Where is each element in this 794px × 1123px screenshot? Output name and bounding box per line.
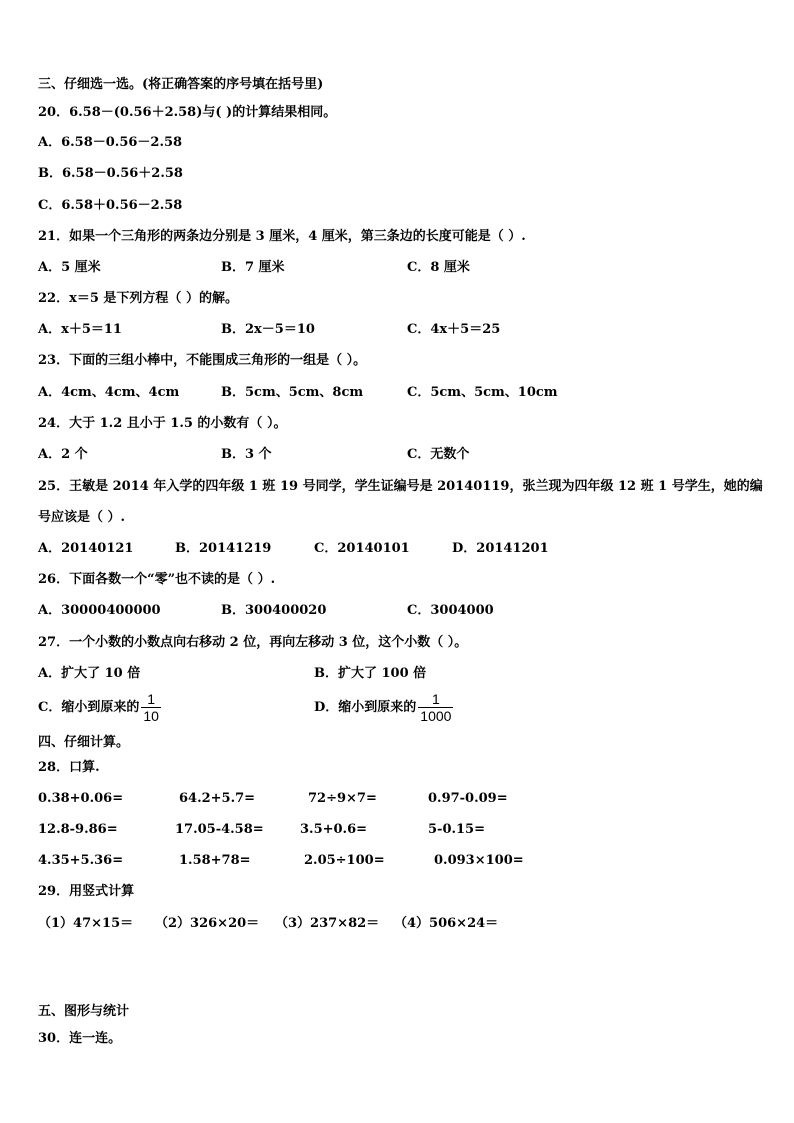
mental-calc-item: 1.58+78= bbox=[179, 853, 251, 868]
fraction-numerator: 1 bbox=[141, 691, 161, 708]
q27-option-d-fraction bbox=[418, 691, 453, 724]
q26-option-a: A．30000400000 bbox=[38, 603, 161, 618]
mental-calc-item: 72÷9×7= bbox=[308, 791, 377, 806]
q23-option-a: A．4cm、4cm、4cm bbox=[38, 385, 180, 400]
q26-option-c: C．3004000 bbox=[407, 603, 494, 618]
mental-calc-item: 0.38+0.06= bbox=[38, 791, 124, 806]
question-23-stem: 23．下面的三组小棒中，不能围成三角形的一组是（ ）。 bbox=[38, 353, 367, 368]
q27-option-c bbox=[38, 690, 161, 726]
q27-option-a: A．扩大了 10 倍 bbox=[38, 666, 141, 681]
question-28-stem: 28．口算. bbox=[38, 760, 100, 775]
mental-calc-item: 64.2+5.7= bbox=[179, 791, 256, 806]
q23-option-b: B．5cm、5cm、8cm bbox=[221, 385, 364, 400]
q27-option-d bbox=[314, 690, 453, 726]
fraction-denominator: 10 bbox=[143, 708, 159, 724]
q22-option-c: C．4x＋5＝25 bbox=[407, 322, 501, 337]
fraction-numerator: 1 bbox=[418, 691, 453, 708]
mental-calc-item: 4.35+5.36= bbox=[38, 853, 124, 868]
mental-calc-item: 3.5+0.6= bbox=[300, 822, 368, 837]
question-26-stem: 26．下面各数一个“零”也不读的是（ ）. bbox=[38, 572, 276, 587]
q27-option-c-fraction bbox=[141, 691, 161, 724]
mental-calc-item: 2.05÷100= bbox=[304, 853, 385, 868]
mental-calc-item: 5-0.15= bbox=[428, 822, 485, 837]
q20-option-a: A．6.58－0.56－2.58 bbox=[38, 135, 183, 150]
q25-option-d: D．20141201 bbox=[452, 541, 549, 556]
q27-option-c-prefix: C．缩小到原来的 bbox=[38, 700, 140, 715]
q21-option-c: C．8 厘米 bbox=[407, 260, 470, 275]
q25-option-c: C．20140101 bbox=[314, 541, 410, 556]
question-21-stem: 21．如果一个三角形的两条边分别是 3 厘米，4 厘米，第三条边的长度可能是（ ）. bbox=[38, 229, 526, 244]
q20-option-c: C．6.58＋0.56－2.58 bbox=[38, 198, 183, 213]
question-22-stem: 22．x＝5 是下列方程（ ）的解。 bbox=[38, 291, 238, 306]
question-20-stem: 20．6.58－(0.56＋2.58)与( )的计算结果相同。 bbox=[38, 105, 337, 120]
q24-option-c: C．无数个 bbox=[407, 447, 470, 462]
q22-option-b: B．2x－5＝10 bbox=[221, 322, 315, 337]
question-25-stem-line-2: 号应该是（ ）. bbox=[38, 510, 126, 525]
question-25-stem-line-1: 25．王敏是 2014 年入学的四年级 1 班 19 号同学，学生证编号是 20140119，张兰现为四年级 12 班 1 号学生，她的编 bbox=[38, 479, 763, 494]
mental-calc-item: 17.05-4.58= bbox=[175, 822, 264, 837]
q27-option-b: B．扩大了 100 倍 bbox=[314, 666, 427, 681]
q24-option-a: A．2 个 bbox=[38, 447, 88, 462]
q25-option-a: A．20140121 bbox=[38, 541, 134, 556]
q21-option-b: B．7 厘米 bbox=[221, 260, 285, 275]
q25-option-b: B．20141219 bbox=[175, 541, 272, 556]
question-29-stem: 29．用竖式计算 bbox=[38, 884, 135, 899]
question-24-stem: 24．大于 1.2 且小于 1.5 的小数有（ ）。 bbox=[38, 416, 287, 431]
vertical-calc-item: （4）506×24＝ bbox=[394, 916, 499, 931]
q23-option-c: C．5cm、5cm、10cm bbox=[407, 385, 558, 400]
question-27-stem: 27．一个小数的小数点向右移动 2 位，再向左移动 3 位，这个小数（ ）。 bbox=[38, 635, 468, 650]
section-4-heading: 四、仔细计算。 bbox=[38, 735, 130, 750]
vertical-calc-item: （2）326×20＝ bbox=[155, 916, 260, 931]
q27-option-d-prefix: D．缩小到原来的 bbox=[314, 700, 417, 715]
q26-option-b: B．300400020 bbox=[221, 603, 327, 618]
q20-option-b: B．6.58－0.56＋2.58 bbox=[38, 166, 183, 181]
vertical-calc-item: （1）47×15＝ bbox=[38, 916, 134, 931]
q21-option-a: A．5 厘米 bbox=[38, 260, 101, 275]
mental-calc-item: 0.97-0.09= bbox=[428, 791, 508, 806]
q24-option-b: B．3 个 bbox=[221, 447, 272, 462]
section-3-heading: 三、仔细选一选。(将正确答案的序号填在括号里) bbox=[38, 77, 324, 92]
vertical-calc-item: （3）237×82＝ bbox=[275, 916, 380, 931]
mental-calc-item: 12.8-9.86= bbox=[38, 822, 118, 837]
section-5-heading: 五、图形与统计 bbox=[38, 1004, 130, 1019]
question-30-stem: 30．连一连。 bbox=[38, 1031, 122, 1046]
fraction-denominator: 1000 bbox=[420, 708, 452, 724]
q22-option-a: A．x＋5＝11 bbox=[38, 322, 122, 337]
mental-calc-item: 0.093×100= bbox=[434, 853, 524, 868]
